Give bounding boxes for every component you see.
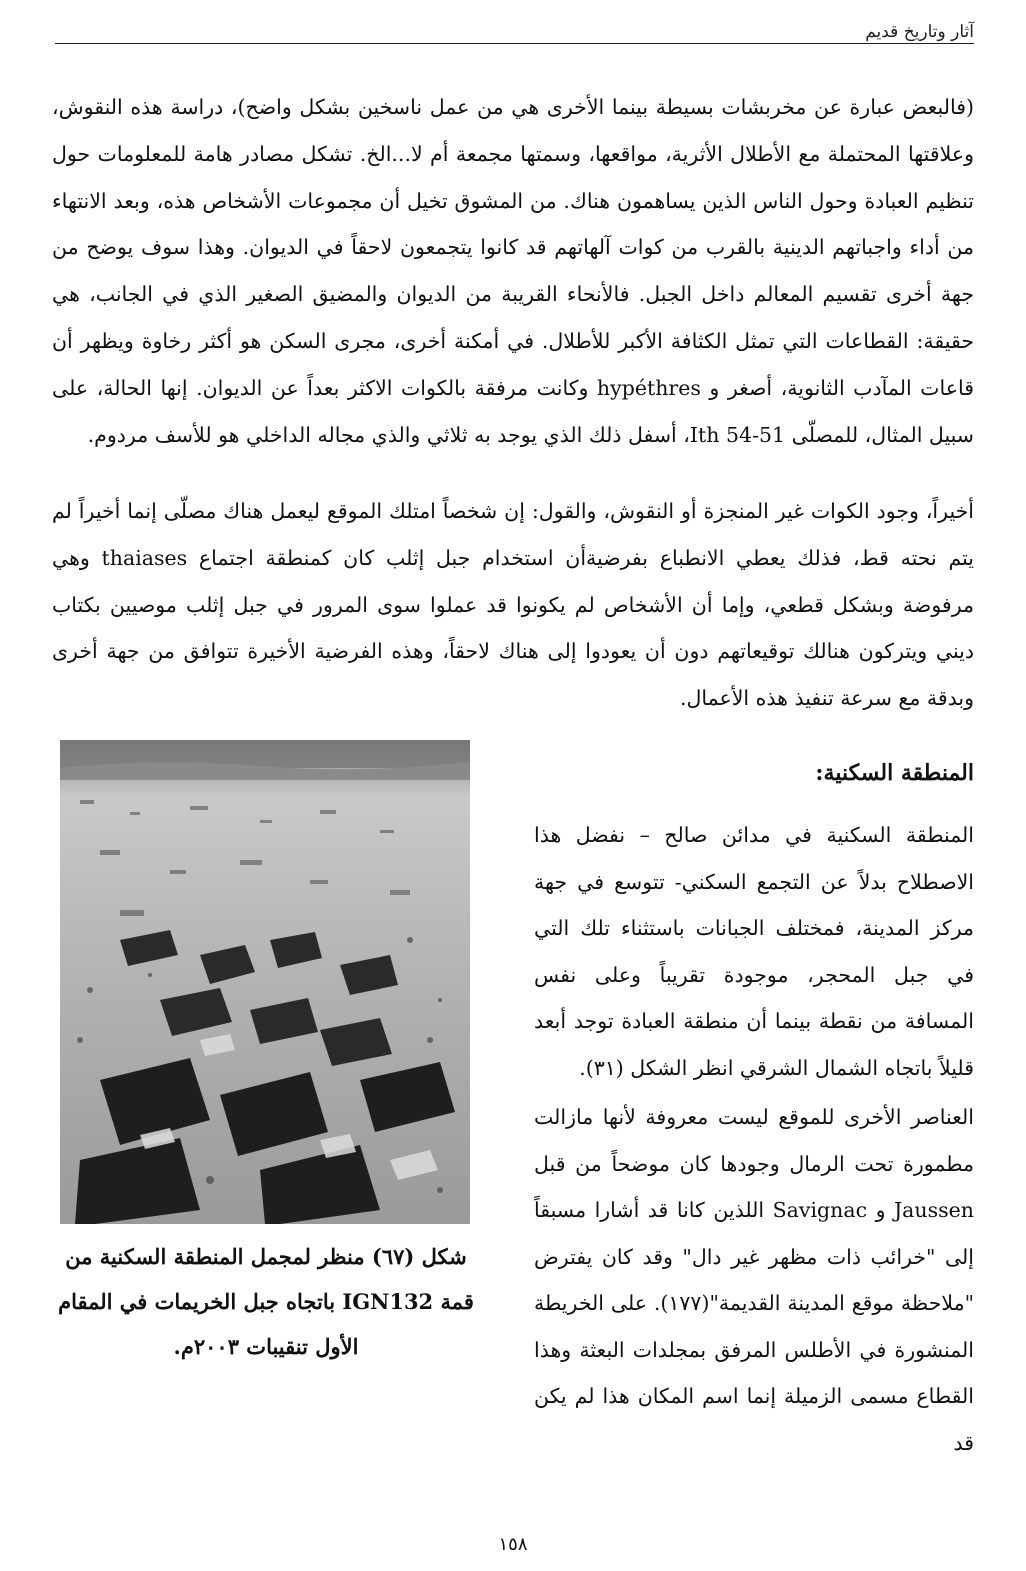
caption-line: شكل (٦٧) منظر لمجمل المنطقة السكنية من: [65, 1244, 467, 1269]
body-paragraph-4: العناصر الأخرى للموقع ليست معروفة لأنها مازالت مطمورة تحت الرمال وجودها كان موضحاً من قبل Jaussen و Savignac اللذين كانا قد أشارا مسبقاً إلى "خرائب ذات مظهر غير دال" وقد كان يفترض "ملاحظة موقع المدينة القديمة"(١٧٧). على الخريطة المنشورة في الأطلس المرفق بمجلدات البعثة وهذا القطاع مسمى الزميلة إنما اسم المكان هذا لم يكن قد: [534, 1105, 975, 1455]
header-rule: [55, 43, 974, 44]
body-paragraph-3: المنطقة السكنية في مدائن صالح – نفضل هذا الاصطلاح بدلاً عن التجمع السكني- تتوسع في جهة مركز المدينة، فمختلف الجبانات باستثناء تلك التي في جبل المحجر، موجودة تقريباً وعلى نفس المسافة من نقطة بينما أن منطقة العبادة توجد أبعد قليلاً باتجاه الشمال الشرقي انظر الشكل (٣١).: [534, 823, 974, 1080]
excavation-photo-illustration: [60, 740, 470, 1224]
body-paragraph-1: (فالبعض عبارة عن مخربشات بسيطة بينما الأخرى هي من عمل ناسخين بشكل واضح)، دراسة هذه النقوش، وعلاقتها المحتملة مع الأطلال الأثرية، مواقعها، وسمتها مجمعة أم لا...الخ. تشكل مصادر هامة للمعلومات حول تنظيم العبادة وحول الناس الذين يساهمون هناك. من المشوق تخيل أن مجموعات الأشخاص هذه، وبعد الانتهاء من أداء واجباتهم الدينية بالقرب من كوات آلهاتهم قد كانوا يتجمعون لاحقاً في الديوان. وهذا سوف يوضح من جهة أخرى تقسيم المعالم داخل الجبل. فالأنحاء القريبة من الديوان والمضيق الصغير الذي في الجانب، هي حقيقة: القطاعات التي تمثل الكثافة الأكبر للأطلال. في أمكنة أخرى، مجرى السكن هو أكثر رخاوة ويظهر أن قاعات المآدب الثانوية، أصغر و hypéthres وكانت مرفقة بالكوات الاكثر بعداً عن الديوان. إنها الحالة، على سبيل المثال، للمصلّى 51-54 Ith، أسفل ذلك الذي يوجد به ثلاثي والذي مجاله الداخلي هو للأسف مردوم.: [52, 95, 975, 447]
section-heading: المنطقة السكنية:: [815, 760, 974, 786]
figure-caption: [46, 1234, 486, 1369]
caption-line: الأول تنقيبات ٢٠٠٣م.: [173, 1334, 359, 1359]
page-number: ١٥٨: [498, 1534, 528, 1555]
caption-line: قمة IGN132 باتجاه جبل الخريمات في المقام: [58, 1289, 474, 1314]
body-paragraph-2: أخيراً، وجود الكوات غير المنجزة أو النقوش، والقول: إن شخصاً امتلك الموقع ليعمل هناك مصلّى إنما أخيراً لم يتم نحته قط، فذلك يعطي الانطباع بفرضيةأن استخدام جبل إثلب كان كمنطقة اجتماع thaiases وهي مرفوضة وبشكل قطعي، وإما أن الأشخاص لم يكونوا قد عملوا سوى المرور في جبل إثلب موصيين بكتاب ديني ويتركون هنالك توقيعاتهم دون أن يعودوا إلى هناك لاحقاً، وهذه الفرضية الأخيرة تتوافق من جهة أخرى وبدقة مع سرعة تنفيذ هذه الأعمال.: [52, 499, 974, 711]
running-header: آثار وتاريخ قديم: [865, 22, 974, 42]
figure-photo: [60, 740, 470, 1224]
